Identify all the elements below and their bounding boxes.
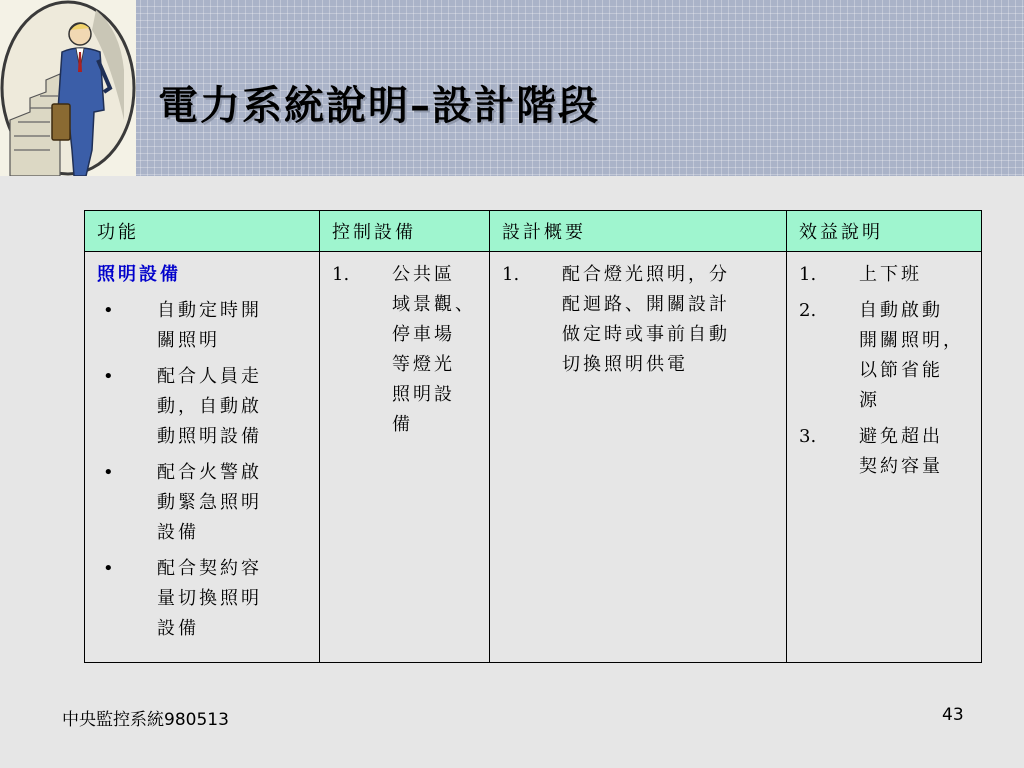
item-line: 源: [859, 390, 880, 411]
item-line: 停車場: [392, 324, 455, 345]
numbered-item: [332, 260, 483, 440]
item-number: 1.: [332, 264, 350, 285]
item-line: 避免超出: [859, 426, 943, 447]
bullet-line: 量切換照明: [157, 588, 262, 609]
bullet-line: 配合契約容: [157, 558, 262, 579]
header-control-equipment: 控制設備: [320, 211, 490, 252]
slide-title: 電力系統說明–設計階段: [158, 82, 600, 129]
item-line: 備: [392, 414, 413, 435]
header-function: 功能: [85, 211, 320, 252]
item-line: 上下班: [859, 264, 922, 285]
bullet-line: 關照明: [157, 330, 220, 351]
benefit-cell: [787, 252, 982, 663]
bullet-line: 動照明設備: [157, 426, 262, 447]
item-line: 等燈光: [392, 354, 455, 375]
numbered-item: [502, 260, 780, 380]
item-number: 2.: [799, 300, 817, 321]
item-line: 公共區: [392, 264, 455, 285]
function-bullet-item: [97, 296, 313, 356]
businessman-stairs-clipart: [0, 0, 136, 176]
bullet-icon: •: [103, 462, 114, 483]
numbered-item: [799, 422, 975, 482]
table-header-row: [85, 211, 982, 252]
bullet-icon: •: [103, 558, 114, 579]
lighting-control-table: [84, 210, 982, 663]
footer-text: 中央監控系統980513: [62, 710, 229, 730]
item-line: 域景觀、: [392, 294, 476, 315]
header-benefit: 效益說明: [787, 211, 982, 252]
design-summary-cell: [490, 252, 787, 663]
clipart-image: [0, 0, 136, 176]
item-line: 配合燈光照明，分: [562, 264, 730, 285]
table-row: [85, 252, 982, 663]
numbered-item: [799, 260, 975, 290]
item-number: 1.: [799, 264, 817, 285]
item-line: 照明設: [392, 384, 455, 405]
page-number: 43: [942, 705, 964, 725]
header-design-summary: 設計概要: [490, 211, 787, 252]
function-bullet-item: [97, 458, 313, 548]
item-line: 開關照明，: [859, 330, 964, 351]
control-equipment-cell: [320, 252, 490, 663]
function-cell: [85, 252, 320, 663]
bullet-line: 動，自動啟: [157, 396, 262, 417]
item-line: 以節省能: [859, 360, 943, 381]
bullet-line: 配合火警啟: [157, 462, 262, 483]
function-bullet-item: [97, 362, 313, 452]
item-line: 做定時或事前自動: [562, 324, 730, 345]
bullet-icon: •: [103, 366, 114, 387]
function-bullet-item: [97, 554, 313, 644]
item-line: 契約容量: [859, 456, 943, 477]
item-number: 3.: [799, 426, 817, 447]
category-label: 照明設備: [97, 264, 181, 285]
item-line: 自動啟動: [859, 300, 943, 321]
item-line: 配迴路、開關設計: [562, 294, 730, 315]
bullet-line: 自動定時開: [157, 300, 262, 321]
bullet-icon: •: [103, 300, 114, 321]
bullet-line: 動緊急照明: [157, 492, 262, 513]
item-number: 1.: [502, 264, 520, 285]
numbered-item: [799, 296, 975, 416]
item-line: 切換照明供電: [562, 354, 688, 375]
bullet-line: 設備: [157, 522, 199, 543]
bullet-line: 設備: [157, 618, 199, 639]
bullet-line: 配合人員走: [157, 366, 262, 387]
